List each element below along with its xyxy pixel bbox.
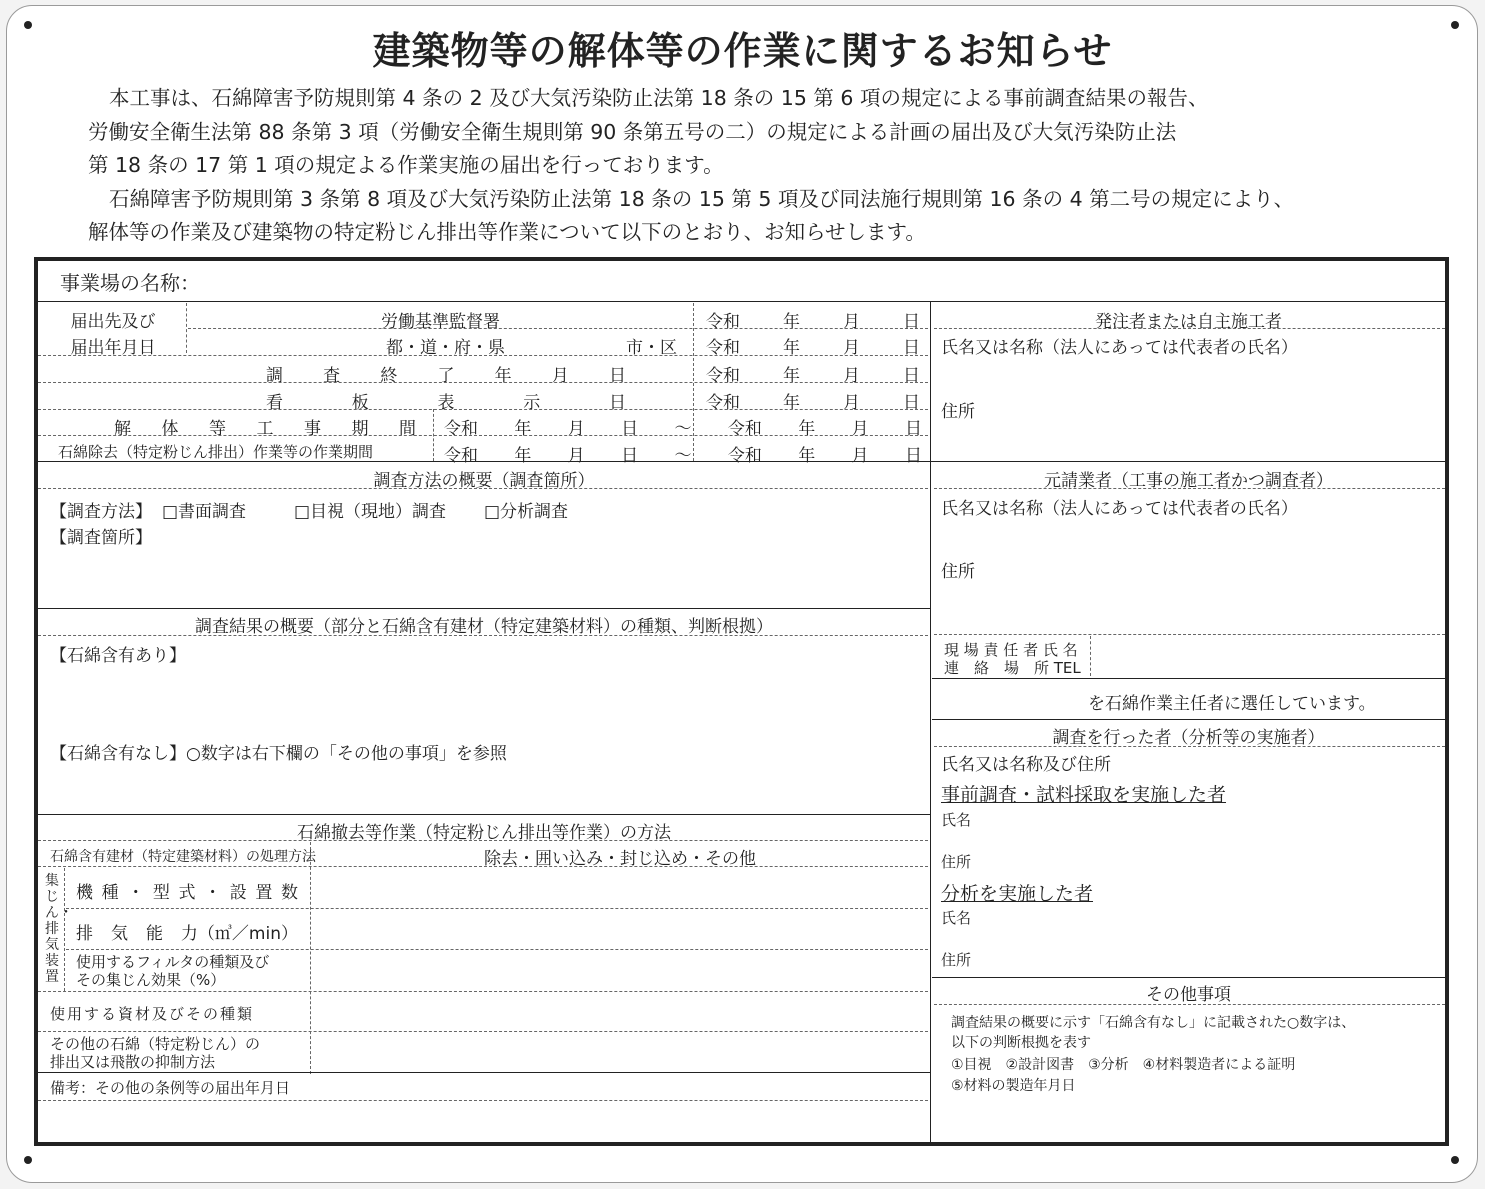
notify-label-1: 届出先及び	[70, 312, 156, 332]
demolition-period-label: 解 体 等 工 事 期 間	[114, 419, 416, 439]
divider	[38, 1100, 928, 1101]
date-row-2: 令和 年 月 日	[706, 338, 920, 358]
labor-office-label: 労働基準監督署	[381, 312, 500, 332]
contractor-name-label: 氏名又は名称（法人にあっては代表者の氏名）	[941, 499, 1298, 519]
other-method-label-2: 排出又は飛散の抑制方法	[50, 1053, 216, 1071]
survey-method-header: 調査方法の概要（調査箇所）	[373, 471, 595, 491]
survey-location-label: 【調査箇所】	[50, 528, 152, 548]
divider	[38, 1072, 930, 1073]
divider	[38, 635, 928, 636]
signboard-label: 看 板 表 示 日	[266, 393, 626, 413]
other-line-4: ⑤材料の製造年月日	[951, 1078, 1076, 1094]
divider	[38, 866, 928, 867]
survey-method-label: 【調査方法】	[50, 502, 152, 522]
mounting-hole-bottom-left	[24, 1156, 32, 1164]
divider	[66, 949, 928, 950]
site-manager-label: 現 場 責 任 者 氏 名	[944, 641, 1078, 659]
form-table	[34, 257, 1449, 1146]
survey-end-label: 調 査 終 了 年 月 日	[266, 366, 626, 386]
survey-result-header: 調査結果の概要（部分と石綿含有建材（特定建築材料）の種類、判断根拠）	[195, 617, 773, 637]
divider	[38, 301, 1445, 302]
intro-text	[88, 82, 1458, 250]
site-name-label: 事業場の名称：	[60, 271, 200, 295]
divider	[932, 678, 1445, 679]
analysis-name: 氏名	[941, 909, 972, 927]
divider	[38, 1031, 928, 1032]
other-line-2: 以下の判断根拠を表す	[951, 1035, 1091, 1051]
client-name-label: 氏名又は名称（法人にあっては代表者の氏名）	[941, 338, 1298, 358]
divider	[64, 868, 65, 991]
materials-label: 使用する資材及びその種類	[50, 1005, 255, 1023]
other-header: その他事項	[1146, 985, 1231, 1005]
intro-line: 本工事は、石綿障害予防規則第 4 条の 2 及び大気汚染防止法第 18 条の 15 第 6 項の規定による事前調査結果の報告、	[109, 86, 1209, 110]
notice-title: 建築物等の解体等の作業に関するお知らせ	[372, 29, 1113, 73]
asbestos-none-label: 【石綿含有なし】○数字は右下欄の「その他の事項」を参照	[50, 744, 507, 764]
divider	[934, 488, 1445, 489]
date-row-4: 令和 年 月 日	[706, 393, 920, 413]
asbestos-contains-label: 【石綿含有あり】	[50, 646, 186, 666]
divider	[310, 842, 311, 1074]
divider	[38, 409, 928, 410]
intro-line: 労働安全衛生法第 88 条第 3 項（労働安全衛生規則第 90 条第五号の二）の規定による計画の届出及び大気汚染防止法	[88, 119, 1177, 144]
date-row-1: 令和 年 月 日	[706, 312, 920, 332]
contractor-address-label: 住所	[941, 562, 975, 582]
analysis-label: 分析を実施した者	[941, 883, 1094, 905]
remarks-label: 備考：その他の条例等の届出年月日	[50, 1079, 291, 1097]
prefecture-label: 都・道・府・県	[386, 338, 505, 358]
divider	[934, 746, 1445, 747]
intro-line: 解体等の作業及び建築物の特定粉じん排出等作業について以下のとおり、お知らせします。	[88, 220, 926, 244]
intro-line: 第 18 条の 17 第 1 項の規定よる作業実施の届出を行っております。	[88, 153, 724, 177]
analysis-address: 住所	[941, 951, 972, 969]
divider	[932, 461, 1445, 462]
divider	[934, 634, 1445, 635]
divider	[186, 303, 187, 353]
divider	[38, 840, 928, 841]
intro-line: 石綿障害予防規則第 3 条第 8 項及び大気汚染防止法第 18 条の 15 第 5 項及び同法施行規則第 16 条の 4 第二号の規定により、	[109, 186, 1295, 211]
treatment-value: 除去・囲い込み・封じ込め・その他	[484, 849, 756, 869]
treatment-label: 石綿含有建材（特定建築材料）の処理方法	[50, 849, 316, 865]
other-line-3: ①目視 ②設計図書 ③分析 ④材料製造者による証明	[951, 1057, 1296, 1073]
period-row-2: 令和 年 月 日 ～ 令和 年 月 日	[444, 446, 922, 466]
filter-label-2: その集じん効果（%）	[76, 971, 226, 989]
city-label: 市・区	[626, 338, 677, 358]
mounting-hole-bottom-right	[1451, 1156, 1459, 1164]
chief-note: を石綿作業主任者に選任しています。	[1088, 694, 1376, 714]
client-header: 発注者または自主施工者	[1095, 312, 1282, 332]
date-row-3: 令和 年 月 日	[706, 366, 920, 386]
period-row-1: 令和 年 月 日 ～ 令和 年 月 日	[444, 419, 922, 439]
removal-method-header: 石綿撤去等作業（特定粉じん排出等作業）の方法	[297, 823, 671, 843]
divider	[38, 488, 928, 489]
contractor-header: 元請業者（工事の施工者かつ調査者）	[1044, 471, 1333, 491]
exhaust-label: 排 気 能 力（㎥／min）	[76, 924, 298, 944]
divider	[932, 977, 1445, 978]
divider	[38, 382, 928, 383]
divider	[38, 814, 930, 815]
filter-label-1: 使用するフィルタの種類及び	[76, 953, 270, 971]
option-document-survey[interactable]: □書面調査	[162, 502, 247, 522]
pre-survey-address: 住所	[941, 853, 972, 871]
option-analysis-survey[interactable]: □分析調査	[484, 502, 569, 522]
asbestos-period-label: 石綿除去（特定粉じん排出）作業等の作業期間	[58, 443, 374, 461]
contact-label: 連 絡 場 所 TEL	[944, 659, 1081, 677]
notify-label-2: 届出年月日	[70, 338, 156, 358]
surveyor-name-address: 氏名又は名称及び住所	[941, 755, 1111, 775]
column-divider	[930, 301, 931, 1146]
divider	[66, 908, 928, 909]
divider	[1090, 636, 1091, 676]
other-line-1: 調査結果の概要に示す「石綿含有なし」に記載された○数字は、	[951, 1015, 1356, 1031]
surveyor-header: 調査を行った者（分析等の実施者）	[1052, 728, 1325, 748]
divider	[38, 608, 930, 609]
divider	[934, 328, 1445, 329]
other-method-label-1: その他の石綿（特定粉じん）の	[50, 1035, 261, 1053]
divider	[38, 435, 928, 436]
pre-survey-label: 事前調査・試料採取を実施した者	[941, 784, 1227, 806]
divider	[934, 1004, 1445, 1005]
model-label: 機 種 ・ 型 式 ・ 設 置 数	[76, 883, 298, 903]
divider	[38, 991, 928, 992]
option-visual-survey[interactable]: □目視（現地）調査	[294, 502, 447, 522]
device-vertical-label: 集じん・排気装置	[45, 873, 73, 985]
client-address-label: 住所	[941, 402, 975, 422]
divider	[932, 719, 1445, 720]
divider	[38, 355, 928, 356]
pre-survey-name: 氏名	[941, 811, 972, 829]
